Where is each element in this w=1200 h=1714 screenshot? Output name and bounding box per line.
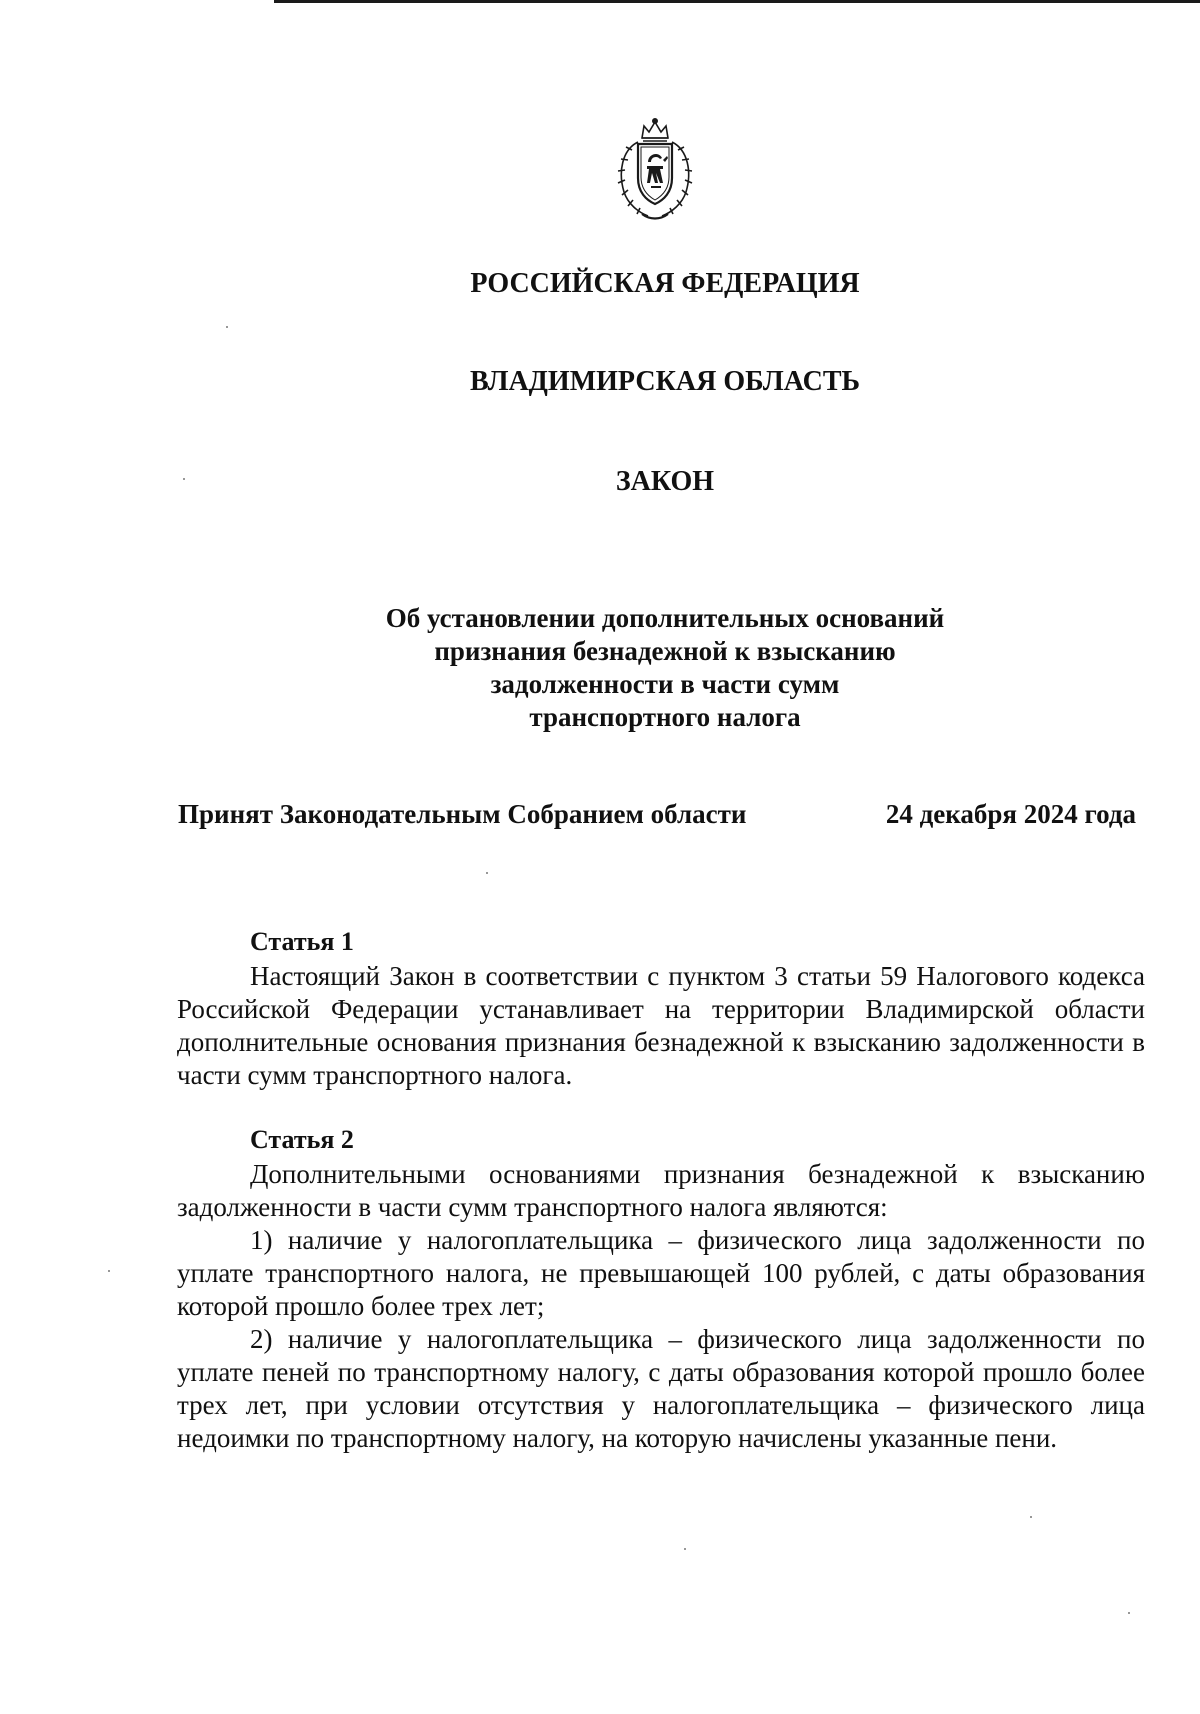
adoption-statement: Принят Законодательным Собранием области (178, 799, 747, 829)
article-2-item-2: 2) наличие у налогоплательщика – физического лица задолженности по уплате пеней по транспортному налогу, с даты образования которой прошло более трех лет, при условии отсутствия у налогоплательщика – физического лица недоимки по транспортному налогу, на которую начислены указанные пени. (177, 1324, 1145, 1453)
region-header: ВЛАДИМИРСКАЯ ОБЛАСТЬ (469, 366, 861, 397)
country-header: РОССИЙСКАЯ ФЕДЕРАЦИЯ (470, 268, 860, 299)
document-type: ЗАКОН (615, 466, 715, 497)
law-title-line: Об установлении дополнительных оснований (385, 603, 945, 633)
article-2-body (177, 1158, 1145, 1455)
scan-speck (108, 1270, 110, 1272)
article-2-item-1: 1) наличие у налогоплательщика – физического лица задолженности по уплате транспортного налога, не превышающей 100 рублей, с даты образования которой прошло более трех лет; (177, 1225, 1145, 1321)
article-1-paragraph: Настоящий Закон в соответствии с пунктом 3 статьи 59 Налогового кодекса Российской Федерации устанавливает на территории Владимирской области дополнительные основания признания безнадежной к взысканию задолженности в части сумм транспортного налога. (177, 961, 1145, 1090)
law-title-line: задолженности в части сумм (490, 669, 840, 699)
scan-speck (183, 478, 185, 480)
law-title-line: признания безнадежной к взысканию (434, 636, 896, 666)
article-2-heading: Статья 2 (250, 1125, 354, 1154)
scan-speck (226, 326, 228, 328)
scan-speck (1128, 1612, 1130, 1614)
article-2-paragraph: Дополнительными основаниями признания безнадежной к взысканию задолженности в части сумм транспортного налога являются: (177, 1159, 1145, 1222)
article-1-heading: Статья 1 (250, 927, 354, 956)
law-title-line: транспортного налога (529, 702, 801, 732)
law-title (0, 602, 1200, 734)
scan-speck (1030, 1516, 1032, 1518)
scan-speck (684, 1548, 686, 1550)
scan-speck (486, 872, 488, 874)
adoption-date: 24 декабря 2024 года (885, 799, 1136, 829)
article-1-body (177, 960, 1145, 1092)
coat-of-arms-icon (612, 116, 698, 222)
scan-top-edge (274, 0, 1200, 3)
